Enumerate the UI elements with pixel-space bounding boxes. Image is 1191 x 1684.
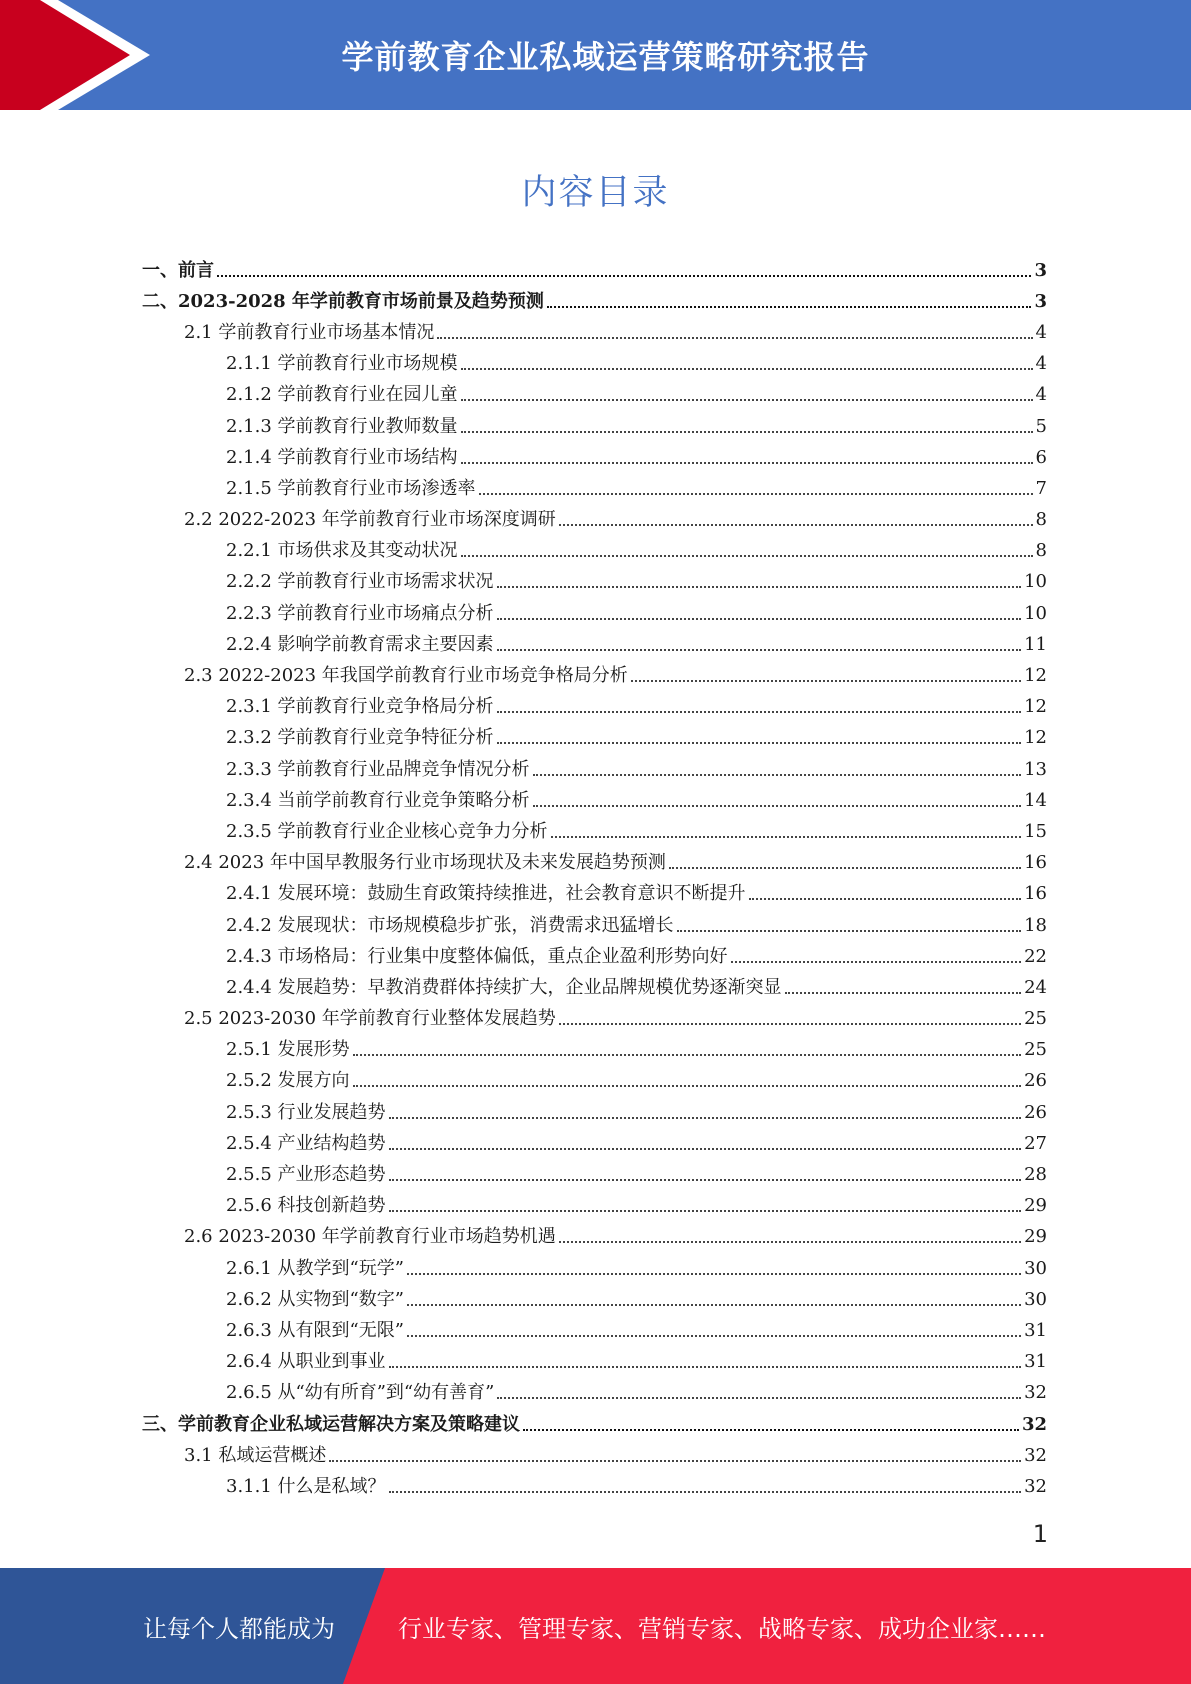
- toc-entry-38[interactable]: [142, 1409, 1047, 1440]
- toc-entry-page: 30: [1024, 1257, 1047, 1279]
- toc-entry-label: 2.2.4 影响学前教育需求主要因素: [226, 633, 494, 655]
- toc-entry-page: 27: [1024, 1132, 1047, 1154]
- toc-entry-label: 2.4.3 市场格局：行业集中度整体偏低，重点企业盈利形势向好: [226, 945, 728, 967]
- toc-entry-label: 2.6 2023-2030 年学前教育行业市场趋势机遇: [184, 1226, 556, 1248]
- toc-entry-label: 2.4.2 发展现状：市场规模稳步扩张，消费需求迅猛增长: [226, 914, 674, 936]
- toc-entry-page: 30: [1024, 1288, 1047, 1310]
- toc-entry-page: 31: [1024, 1351, 1047, 1373]
- toc-entry-label: 2.4 2023 年中国早教服务行业市场现状及未来发展趋势预测: [184, 852, 666, 874]
- toc-entry-label: 2.1 学前教育行业市场基本情况: [184, 321, 435, 343]
- toc-entry-page: 29: [1024, 1226, 1047, 1248]
- toc-entry-page: 18: [1024, 914, 1047, 936]
- toc-dot-leader: [497, 586, 1022, 588]
- toc-entry-label: 2.2.3 学前教育行业市场痛点分析: [226, 602, 494, 624]
- toc-dot-leader: [461, 431, 1033, 433]
- toc-entry-page: 16: [1024, 883, 1047, 905]
- page-header: [0, 0, 1191, 110]
- toc-entry-page: 13: [1024, 758, 1047, 780]
- toc-entry-26[interactable]: [142, 1035, 1047, 1066]
- toc-entry-17[interactable]: [142, 754, 1047, 785]
- toc-entry-label: 2.3.3 学前教育行业品牌竞争情况分析: [226, 758, 530, 780]
- toc-entry-27[interactable]: [142, 1066, 1047, 1097]
- toc-entry-13[interactable]: [142, 629, 1047, 660]
- toc-heading: 内容目录: [521, 173, 670, 213]
- toc-entry-page: 12: [1024, 665, 1047, 687]
- toc-dot-leader: [407, 1273, 1021, 1275]
- toc-entry-11[interactable]: [142, 567, 1047, 598]
- toc-entry-31[interactable]: [142, 1191, 1047, 1222]
- toc-dot-leader: [437, 337, 1032, 339]
- toc-entry-39[interactable]: [142, 1440, 1047, 1471]
- toc-dot-leader: [547, 306, 1032, 308]
- toc-entry-20[interactable]: [142, 848, 1047, 879]
- toc-entry-16[interactable]: [142, 723, 1047, 754]
- toc-entry-label: 2.5.4 产业结构趋势: [226, 1132, 386, 1154]
- toc-entry-label: 2.2.2 学前教育行业市场需求状况: [226, 571, 494, 593]
- toc-dot-leader: [559, 524, 1033, 526]
- toc-entry-label: 3.1 私域运营概述: [184, 1444, 327, 1466]
- toc-dot-leader: [353, 1085, 1022, 1087]
- toc-entry-page: 25: [1024, 1008, 1047, 1030]
- page-number: 1: [1032, 1520, 1048, 1548]
- toc-entry-label: 2.6.2 从实物到“数字”: [226, 1288, 404, 1310]
- toc-dot-leader: [461, 399, 1033, 401]
- toc-entry-32[interactable]: [142, 1222, 1047, 1253]
- toc-dot-leader: [407, 1335, 1021, 1337]
- toc-entry-page: 11: [1024, 633, 1047, 655]
- toc-entry-label: 2.2 2022-2023 年学前教育行业市场深度调研: [184, 509, 556, 531]
- toc-entry-page: 8: [1035, 540, 1047, 562]
- toc-entry-page: 22: [1024, 945, 1047, 967]
- toc-dot-leader: [731, 961, 1022, 963]
- toc-entry-page: 6: [1035, 446, 1047, 468]
- toc-entry-page: 4: [1035, 384, 1047, 406]
- toc-entry-29[interactable]: [142, 1128, 1047, 1159]
- toc-dot-leader: [407, 1304, 1021, 1306]
- toc-dot-leader: [389, 1210, 1022, 1212]
- toc-dot-leader: [389, 1148, 1022, 1150]
- toc-entry-34[interactable]: [142, 1284, 1047, 1315]
- toc-entry-page: 16: [1024, 852, 1047, 874]
- toc-entry-label: 2.3.2 学前教育行业竞争特征分析: [226, 727, 494, 749]
- toc-entry-35[interactable]: [142, 1315, 1047, 1346]
- toc-entry-page: 3: [1034, 290, 1047, 312]
- toc-entry-label: 2.6.3 从有限到“无限”: [226, 1319, 404, 1341]
- toc-dot-leader: [329, 1460, 1021, 1462]
- toc-dot-leader: [353, 1054, 1022, 1056]
- toc-entry-page: 29: [1024, 1195, 1047, 1217]
- toc-dot-leader: [389, 1366, 1022, 1368]
- toc-dot-leader: [497, 618, 1022, 620]
- toc-entry-25[interactable]: [142, 1004, 1047, 1035]
- toc-entry-33[interactable]: [142, 1253, 1047, 1284]
- toc-entry-label: 2.1.4 学前教育行业市场结构: [226, 446, 458, 468]
- toc-entry-19[interactable]: [142, 816, 1047, 847]
- toc-entry-15[interactable]: [142, 692, 1047, 723]
- toc-dot-leader: [497, 649, 1022, 651]
- toc-entry-label: 2.1.5 学前教育行业市场渗透率: [226, 477, 476, 499]
- toc-dot-leader: [389, 1179, 1022, 1181]
- toc-entry-page: 5: [1035, 415, 1047, 437]
- toc-entry-page: 25: [1024, 1039, 1047, 1061]
- toc-dot-leader: [669, 867, 1021, 869]
- toc-entry-page: 32: [1024, 1475, 1047, 1497]
- toc-entry-label: 2.5.5 产业形态趋势: [226, 1164, 386, 1186]
- toc-entry-page: 12: [1024, 696, 1047, 718]
- toc-dot-leader: [389, 1491, 1022, 1493]
- toc-entry-page: 28: [1024, 1164, 1047, 1186]
- toc-entry-page: 15: [1024, 820, 1047, 842]
- toc-entry-label: 2.3.1 学前教育行业竞争格局分析: [226, 696, 494, 718]
- toc-entry-page: 7: [1035, 477, 1047, 499]
- toc-dot-leader: [461, 462, 1033, 464]
- toc-entry-label: 2.3.4 当前学前教育行业竞争策略分析: [226, 789, 530, 811]
- toc-entry-label: 2.5.2 发展方向: [226, 1070, 350, 1092]
- toc-entry-12[interactable]: [142, 598, 1047, 629]
- footer-slogan-right: 行业专家、管理专家、营销专家、战略专家、成功企业家……: [398, 1614, 1046, 1643]
- toc-entry-label: 2.5.3 行业发展趋势: [226, 1101, 386, 1123]
- toc-dot-leader: [533, 774, 1022, 776]
- toc-entry-label: 3.1.1 什么是私域？: [226, 1475, 386, 1497]
- toc-entry-label: 2.1.2 学前教育行业在园儿童: [226, 384, 458, 406]
- toc-entry-10[interactable]: [142, 536, 1047, 567]
- toc-entry-page: 12: [1024, 727, 1047, 749]
- toc-entry-30[interactable]: [142, 1159, 1047, 1190]
- toc-entry-page: 26: [1024, 1070, 1047, 1092]
- toc-entry-14[interactable]: [142, 660, 1047, 691]
- toc-entry-label: 2.3.5 学前教育行业企业核心竞争力分析: [226, 820, 548, 842]
- toc-entry-label: 2.6.4 从职业到事业: [226, 1351, 386, 1373]
- toc-dot-leader: [389, 1117, 1022, 1119]
- toc-entry-1[interactable]: [142, 255, 1047, 286]
- toc-entry-label: 二、2023-2028 年学前教育市场前景及趋势预测: [142, 290, 544, 312]
- toc-entry-page: 26: [1024, 1101, 1047, 1123]
- toc-entry-page: 32: [1024, 1444, 1047, 1466]
- toc-dot-leader: [749, 898, 1022, 900]
- toc-entry-24[interactable]: [142, 972, 1047, 1003]
- toc-entry-7[interactable]: [142, 442, 1047, 473]
- toc-entry-page: 4: [1035, 321, 1047, 343]
- toc-entry-36[interactable]: [142, 1347, 1047, 1378]
- toc-entry-3[interactable]: [142, 317, 1047, 348]
- toc-entry-label: 2.4.4 发展趋势：早教消费群体持续扩大，企业品牌规模优势逐渐突显: [226, 976, 782, 998]
- toc-entry-2[interactable]: [142, 286, 1047, 317]
- toc-dot-leader: [533, 805, 1022, 807]
- toc-dot-leader: [479, 493, 1033, 495]
- toc-entry-label: 2.2.1 市场供求及其变动状况: [226, 540, 458, 562]
- toc-dot-leader: [461, 368, 1033, 370]
- toc-dot-leader: [559, 1241, 1021, 1243]
- toc-dot-leader: [631, 680, 1021, 682]
- toc-entry-page: 31: [1024, 1319, 1047, 1341]
- toc-entry-23[interactable]: [142, 941, 1047, 972]
- toc-dot-leader: [497, 711, 1022, 713]
- toc-entry-page: 4: [1035, 353, 1047, 375]
- toc-entry-18[interactable]: [142, 785, 1047, 816]
- toc-entry-8[interactable]: [142, 473, 1047, 504]
- toc-entry-label: 2.1.1 学前教育行业市场规模: [226, 353, 458, 375]
- toc-dot-leader: [497, 1397, 1021, 1399]
- toc-entry-22[interactable]: [142, 910, 1047, 941]
- toc-dot-leader: [559, 1023, 1021, 1025]
- toc-entry-label: 2.5.1 发展形势: [226, 1039, 350, 1061]
- toc-dot-leader: [677, 930, 1022, 932]
- toc-entry-page: 8: [1035, 509, 1047, 531]
- footer-slogan-left: 让每个人都能成为: [143, 1614, 335, 1643]
- toc-entry-label: 三、学前教育企业私域运营解决方案及策略建议: [142, 1413, 520, 1435]
- toc-entry-label: 一、前言: [142, 259, 214, 281]
- toc-entry-4[interactable]: [142, 349, 1047, 380]
- toc-entry-label: 2.4.1 发展环境：鼓励生育政策持续推进，社会教育意识不断提升: [226, 883, 746, 905]
- toc-entry-21[interactable]: [142, 879, 1047, 910]
- toc-entry-37[interactable]: [142, 1378, 1047, 1409]
- table-of-contents: [142, 255, 1047, 1503]
- toc-entry-page: 10: [1024, 571, 1047, 593]
- toc-dot-leader: [523, 1429, 1019, 1431]
- report-title: 学前教育企业私域运营策略研究报告: [341, 38, 870, 76]
- toc-entry-page: 24: [1024, 976, 1047, 998]
- toc-entry-label: 2.1.3 学前教育行业教师数量: [226, 415, 458, 437]
- toc-entry-9[interactable]: [142, 505, 1047, 536]
- toc-dot-leader: [217, 275, 1031, 277]
- toc-entry-28[interactable]: [142, 1097, 1047, 1128]
- toc-entry-40[interactable]: [142, 1471, 1047, 1502]
- toc-entry-page: 10: [1024, 602, 1047, 624]
- toc-entry-label: 2.5 2023-2030 年学前教育行业整体发展趋势: [184, 1008, 556, 1030]
- toc-entry-page: 14: [1024, 789, 1047, 811]
- toc-entry-page: 32: [1021, 1413, 1047, 1435]
- toc-entry-6[interactable]: [142, 411, 1047, 442]
- toc-dot-leader: [461, 555, 1033, 557]
- toc-entry-label: 2.5.6 科技创新趋势: [226, 1195, 386, 1217]
- page-footer: [0, 1568, 1191, 1684]
- toc-entry-label: 2.6.1 从教学到“玩学”: [226, 1257, 404, 1279]
- toc-dot-leader: [785, 992, 1022, 994]
- toc-entry-label: 2.3 2022-2023 年我国学前教育行业市场竞争格局分析: [184, 665, 628, 687]
- toc-dot-leader: [497, 742, 1022, 744]
- toc-dot-leader: [551, 836, 1022, 838]
- toc-entry-5[interactable]: [142, 380, 1047, 411]
- toc-entry-page: 3: [1034, 259, 1047, 281]
- toc-entry-label: 2.6.5 从“幼有所育”到“幼有善育”: [226, 1382, 495, 1404]
- toc-entry-page: 32: [1024, 1382, 1047, 1404]
